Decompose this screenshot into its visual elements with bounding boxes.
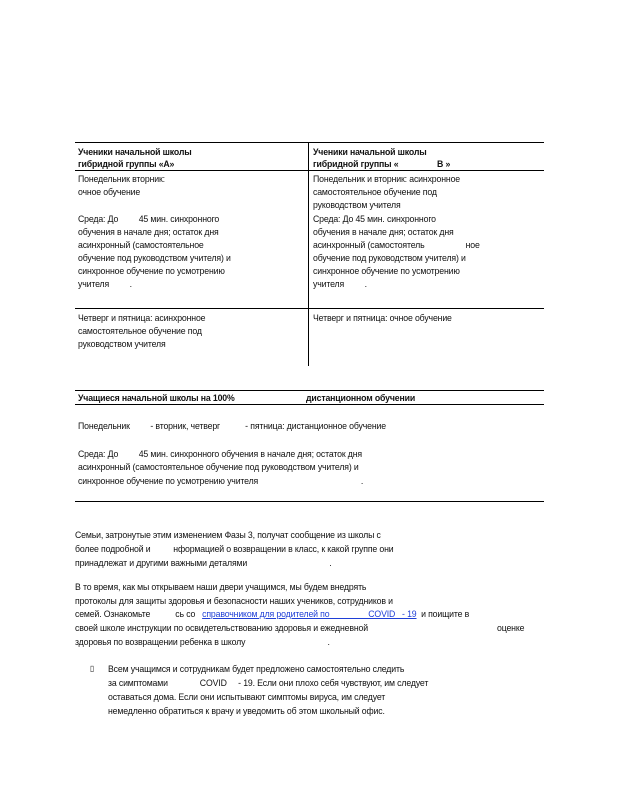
table2-header-border [75,404,544,405]
table1-row-border [75,308,544,309]
table1-header-border [75,170,544,171]
bullet-marker-icon: ▯ [90,664,94,673]
safety-line-3: семей. Ознакомьте сь со справочником для родителей по COVID - 19 и поищите в [75,608,470,619]
table1-top-border [75,142,544,143]
table2-schedule-line: Понедельник - вторник, четверг - пятница: дистанционное обучение [78,420,386,431]
table2-bottom-border [75,501,544,502]
table1-column-divider [308,142,309,366]
parents-covid-guide-link[interactable]: справочником для родителей по COVID - 19 [202,608,417,619]
